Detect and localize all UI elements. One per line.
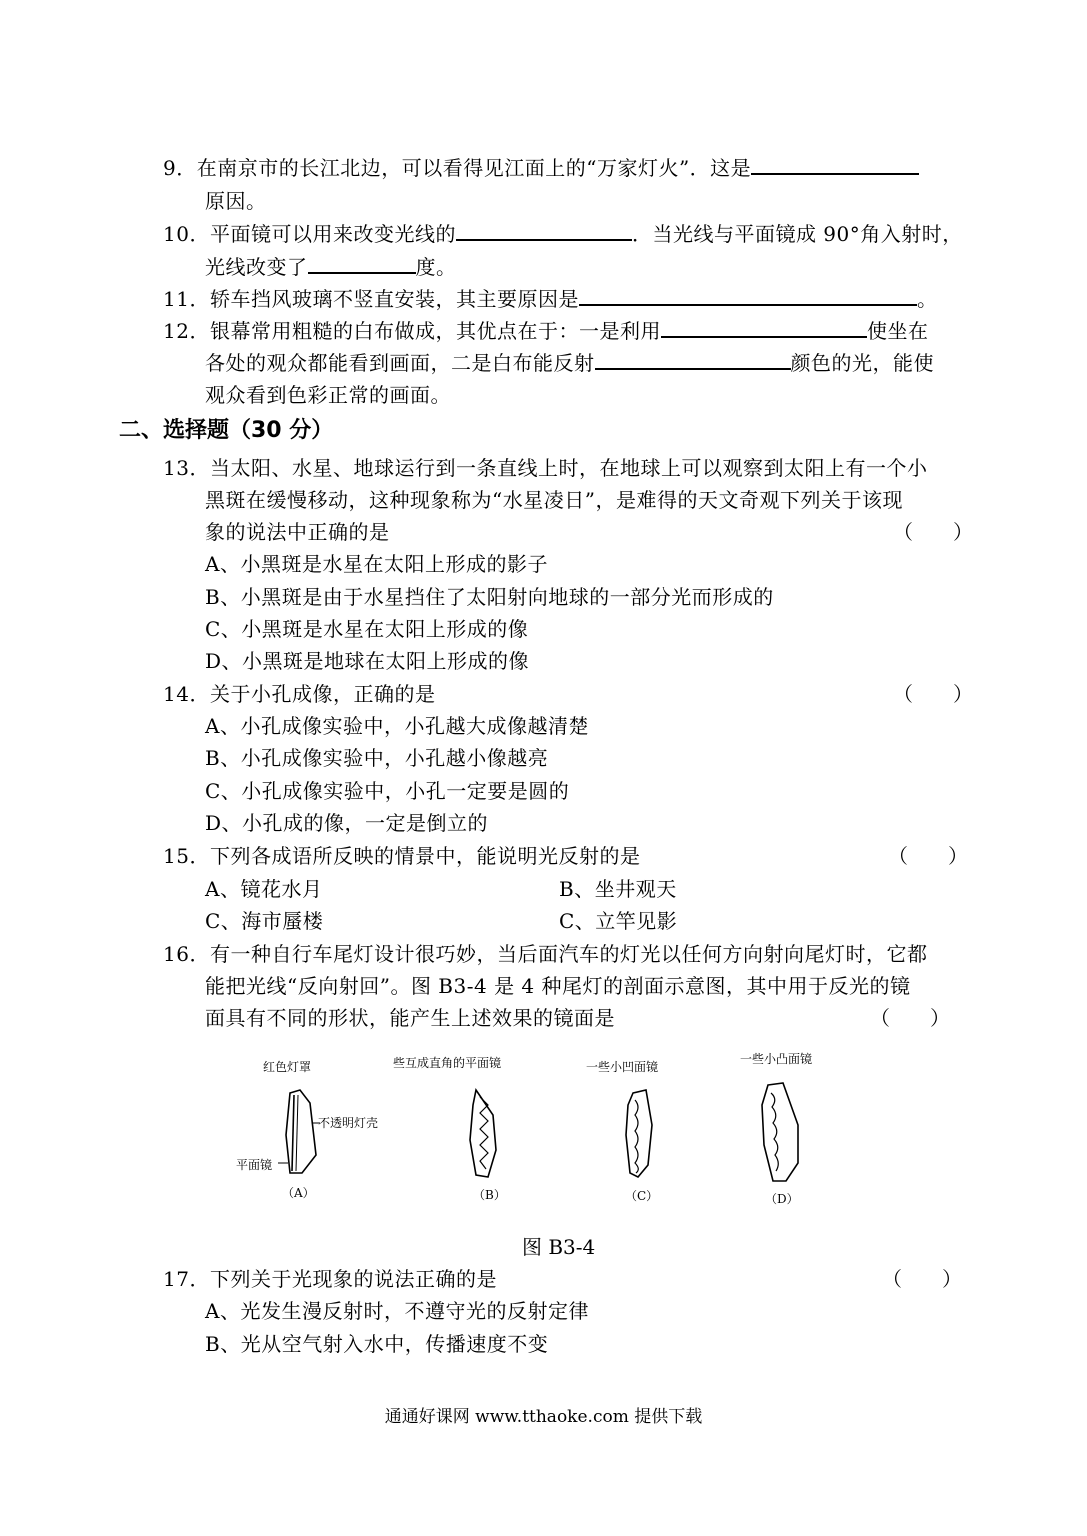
caption-b: （B） [473,1188,506,1202]
question-text: 有一种自行车尾灯设计很巧妙，当后面汽车的灯光以任何方向射向尾灯时，它都 [209,942,928,966]
option-b: B、光从空气射入水中，传播速度不变 [205,1332,549,1356]
question-number: 15． [163,844,210,868]
question-text: ．当光线与平面镜成 90°角入射时， [631,222,963,246]
question-text: 使坐在 [866,319,929,343]
answer-parentheses: （ ） [893,520,973,544]
question-number: 11． [163,287,210,311]
question-9-line2: 原因。 [205,189,267,213]
question-text: 银幕常用粗糙的白布做成，其优点在于：一是利用 [209,319,661,343]
label-concave-mirrors: 一些小凹面镜 [586,1060,659,1074]
diagram-b [470,1090,496,1177]
taillight-figure [228,1045,868,1220]
question-number: 17． [163,1267,210,1291]
question-text: 下列关于光现象的说法正确的是 [209,1267,497,1291]
question-text: 轿车挡风玻璃不竖直安装，其主要原因是 [209,287,579,311]
question-text: 平面镜可以用来改变光线的 [209,222,456,246]
question-text: 度。 [415,255,457,279]
question-12 [163,318,928,344]
section-title: 二、选择题（30 分） [119,418,334,443]
answer-blank [456,221,632,241]
option-d: D、小孔成的像，一定是倒立的 [205,811,489,835]
question-17 [163,1266,497,1292]
label-plane-mirror: 平面镜 [236,1158,273,1172]
option-c: C、小孔成像实验中，小孔一定要是圆的 [205,779,570,803]
question-10 [163,221,963,247]
question-15 [163,843,640,869]
answer-parentheses: （ ） [882,1267,962,1291]
question-16-line3: 面具有不同的形状，能产生上述效果的镜面是 [205,1006,615,1030]
label-red-cover: 红色灯罩 [263,1060,312,1074]
option-a: A、小孔成像实验中，小孔越大成像越清楚 [205,714,589,738]
label-convex-mirrors: 一些小凸面镜 [740,1052,813,1066]
answer-parentheses: （ ） [888,844,968,868]
option-a: A、镜花水月 [205,877,323,901]
answer-blank [579,286,917,306]
option-d: D、小黑斑是地球在太阳上形成的像 [205,649,530,673]
answer-blank [661,318,867,338]
question-number: 16． [163,942,210,966]
question-text: 下列各成语所反映的情景中，能说明光反射的是 [209,844,641,868]
option-a: A、光发生漫反射时，不遵守光的反射定律 [205,1299,589,1323]
page-footer: 通通好课网 www.tthaoke.com 提供下载 [384,1407,703,1427]
option-c: C、海市蜃楼 [205,909,324,933]
question-number: 12． [163,319,210,343]
question-text: 。 [916,287,938,311]
caption-d: （D） [765,1192,799,1206]
question-11 [163,286,937,312]
answer-blank [751,155,919,175]
option-a: A、小黑斑是水星在太阳上形成的影子 [205,552,548,576]
question-text: 当太阳、水星、地球运行到一条直线上时，在地球上可以观察到太阳上有一个小 [209,456,928,480]
question-number: 13． [163,456,210,480]
question-9 [163,155,919,181]
diagram-c [626,1090,652,1177]
question-text: 在南京市的长江北边，可以看得见江面上的“万家灯火”．这是 [196,156,752,180]
question-13-line2: 黑斑在缓慢移动，这种现象称为“水星凌日”，是难得的天文奇观下列关于该现 [205,488,903,512]
caption-c: （C） [625,1189,659,1203]
answer-blank [595,350,791,370]
question-16 [163,941,927,967]
question-number: 14． [163,682,210,706]
option-d: C、立竿见影 [559,909,678,933]
caption-a: （A） [282,1186,315,1200]
question-13-line3: 象的说法中正确的是 [205,520,390,544]
diagram-a [278,1090,320,1173]
question-text: 关于小孔成像，正确的是 [209,682,436,706]
option-b: B、小黑斑是由于水星挡住了太阳射向地球的一部分光而形成的 [205,585,774,609]
option-b: B、小孔成像实验中，小孔越小像越亮 [205,746,549,770]
question-13 [163,455,927,481]
answer-parentheses: （ ） [893,682,973,706]
question-12-line3: 观众看到色彩正常的画面。 [205,383,451,407]
option-b: B、坐井观天 [559,877,677,901]
question-text: 颜色的光，能使 [790,351,934,375]
figure-caption: 图 B3-4 [522,1235,596,1259]
question-number: 9． [163,156,197,180]
question-12-line2 [205,350,934,376]
label-opaque-shell: 不透明灯壳 [318,1116,379,1130]
question-16-line2: 能把光线“反向射回”。图 B3-4 是 4 种尾灯的剖面示意图，其中用于反光的镜 [205,974,911,998]
label-right-angle-mirrors: 些互成直角的平面镜 [393,1056,502,1070]
question-text: 光线改变了 [205,255,308,279]
question-text: 各处的观众都能看到画面，二是白布能反射 [205,351,595,375]
question-number: 10． [163,222,210,246]
answer-blank [308,254,416,274]
question-10-line2 [205,254,457,280]
answer-parentheses: （ ） [870,1006,950,1030]
option-c: C、小黑斑是水星在太阳上形成的像 [205,617,529,641]
diagram-d [762,1083,798,1181]
question-14 [163,681,435,707]
